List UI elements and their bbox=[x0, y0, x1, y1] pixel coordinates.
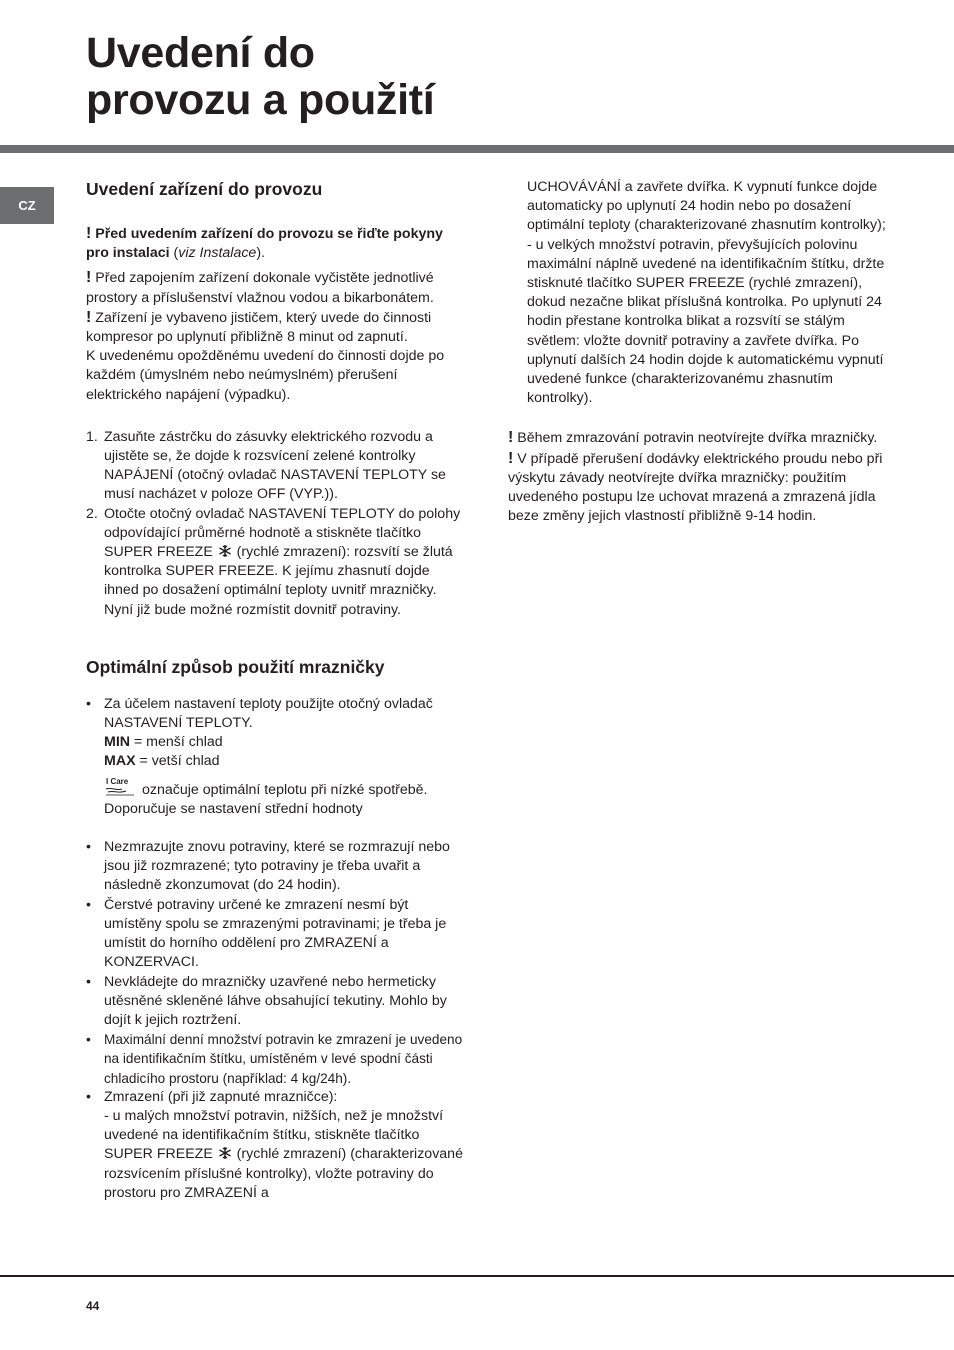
page-title-line-2: provozu a použití bbox=[86, 76, 435, 124]
see-installation-ref: viz Instalace bbox=[178, 245, 257, 262]
note-breaker: ! Zařízení je vybaveno jističem, který uvede do činnosti kompresor po uplynutí přibližně 8 minut od zapnutí. bbox=[86, 308, 432, 346]
list-item: 2. Otočte otočný ovladač NASTAVENÍ TEPLOTY do polohy odpovídající průměrné hodnotě a stiskněte tlačítko SUPER FREEZE (rychlé zmrazení): rozsvítí se žlutá kontrolka SUPER FREEZE. K jejímu zhasnutí dojde ihned po dosažení optimální teploty uvnitř mrazničky. Nyní již bude možné rozmístit dovnitř potraviny. bbox=[86, 505, 461, 618]
exclamation-icon: ! bbox=[86, 308, 92, 326]
list-item: • Nezmrazujte znovu potraviny, které se rozmrazují nebo jsou již rozmrazené; tyto potraviny je třeba uvařit a následně zkonzumovat (do 24 hodin). bbox=[86, 839, 450, 894]
max-label: MAX bbox=[104, 753, 136, 770]
list-item: • Zmrazení (při již zapnuté mrazničce): - u malých množství potravin, nižších, než je množství uvedené na identifikačním štítku, stiskněte tlačítko SUPER FREEZE (rychlé zmrazení) (charakterizované rozsvícením příslušné kontrolky), vložte potraviny do prostoru pro ZMRAZENÍ a bbox=[86, 1088, 463, 1201]
warning-door: ! Během zmrazování potravin neotvírejte dvířka mrazničky. bbox=[508, 429, 878, 447]
footer-divider bbox=[0, 1275, 954, 1277]
language-tab bbox=[0, 187, 54, 224]
exclamation-icon: ! bbox=[86, 225, 92, 242]
right-column bbox=[508, 178, 893, 526]
exclamation-icon: ! bbox=[86, 269, 92, 287]
note-cleaning: ! Před zapojením zařízení dokonale vyčistěte jednotlivé prostory a příslušenství vlažnou vodou a bikarbonátem. bbox=[86, 269, 434, 306]
warning-power-failure: ! V případě přerušení dodávky elektrického proudu nebo při výskytu závady neotvírejte dvířka mrazničky: použitím uvedeného postupu lze uchovat mrazená a zmrazená jídla beze změny jejich vlastností přibližně 9-14 hodin. bbox=[508, 449, 883, 525]
list-item: • Nevkládejte do mrazničky uzavřené nebo hermeticky utěsněné skleněné láhve obsahující tekutiny. Mohlo by dojít k jejich roztržení. bbox=[86, 973, 447, 1028]
exclamation-icon: ! bbox=[508, 449, 514, 467]
startup-steps bbox=[86, 428, 466, 620]
page-title bbox=[86, 30, 434, 124]
exclamation-icon: ! bbox=[508, 429, 514, 447]
freezing-large-amounts: - u velkých množství potravin, převyšujících polovinu maximální náplně uvedené na identifikačním štítku, držte stisknuté tlačítko SUPER FREEZE (rychlé zmrazení), dokud nezačne blikat příslušná kontrolka. Po uplynutí 24 hodin přestane kontrolka blikat a rozsvítí se stálým světlem: vložte dovnitř potraviny a zavřete dvířka. Po uplynutí dalších 24 hodin dojde k automatickému vypnutí uvedené funkce (charakterizovanému zhasnutím kontrolky). bbox=[527, 236, 885, 407]
language-code: CZ bbox=[18, 198, 36, 213]
list-item: 1. Zasuňte zástrčku do zásuvky elektrického rozvodu a ujistěte se, že dojde k rozsvícení zelené kontrolky NAPÁJENÍ (otočný ovladač NASTAVENÍ TEPLOTY se musí nacházet v poloze OFF (VYP.)). bbox=[86, 428, 446, 503]
min-label: MIN bbox=[104, 734, 131, 751]
section-heading-startup: Uvedení zařízení do provozu bbox=[86, 179, 323, 199]
svg-text:I Care: I Care bbox=[106, 776, 129, 786]
freezing-continued: UCHOVÁVÁNÍ a zavřete dvířka. K vypnutí funkce dojde automaticky po uplynutí 24 hodin nebo po dosažení optimální teploty (charakterizované zhasnutím kontrolky); bbox=[527, 179, 886, 234]
note-installation-bold: Před uvedením zařízení do provozu se řiďte pokyny pro instalaci bbox=[86, 226, 443, 262]
note-installation: ! Před uvedením zařízení do provozu se řiďte pokyny pro instalaci (viz Instalace). bbox=[86, 225, 443, 262]
left-column bbox=[86, 178, 466, 1203]
note-delay: K uvedenému opožděnému uvedení do činnosti dojde po každém (úmyslném nebo neúmyslném) přerušení elektrického napájení (výpadku). bbox=[86, 348, 445, 403]
page-title-line-1: Uvedení do bbox=[86, 29, 315, 77]
list-item: • Čerstvé potraviny určené ke zmrazení nesmí být umístěny spolu se zmrazenými potravinami; je třeba je umístit do horního oddělení pro ZMRAZENÍ a KONZERVACI. bbox=[86, 896, 447, 971]
snowflake-icon bbox=[217, 1146, 233, 1160]
usage-tips bbox=[86, 695, 466, 1203]
snowflake-icon bbox=[217, 544, 233, 558]
list-item: • Maximální denní množství potravin ke zmrazení je uvedeno na identifikačním štítku, umístěném v levé spodní části chladicího prostoru (například: 4 kg/24h). bbox=[86, 1032, 463, 1086]
icare-icon bbox=[104, 776, 138, 798]
list-item: • Za účelem nastavení teploty použijte otočný ovladač NASTAVENÍ TEPLOTY. MIN = menší chlad MAX = vetší chlad I Care označuje optimální teplotu při nízké spotřebě. Doporučuje se nastavení střední hodnoty bbox=[86, 695, 433, 817]
section-heading-optimal-use: Optimální způsob použití mrazničky bbox=[86, 656, 385, 677]
header-divider bbox=[0, 145, 954, 153]
page-number: 44 bbox=[86, 1299, 100, 1313]
